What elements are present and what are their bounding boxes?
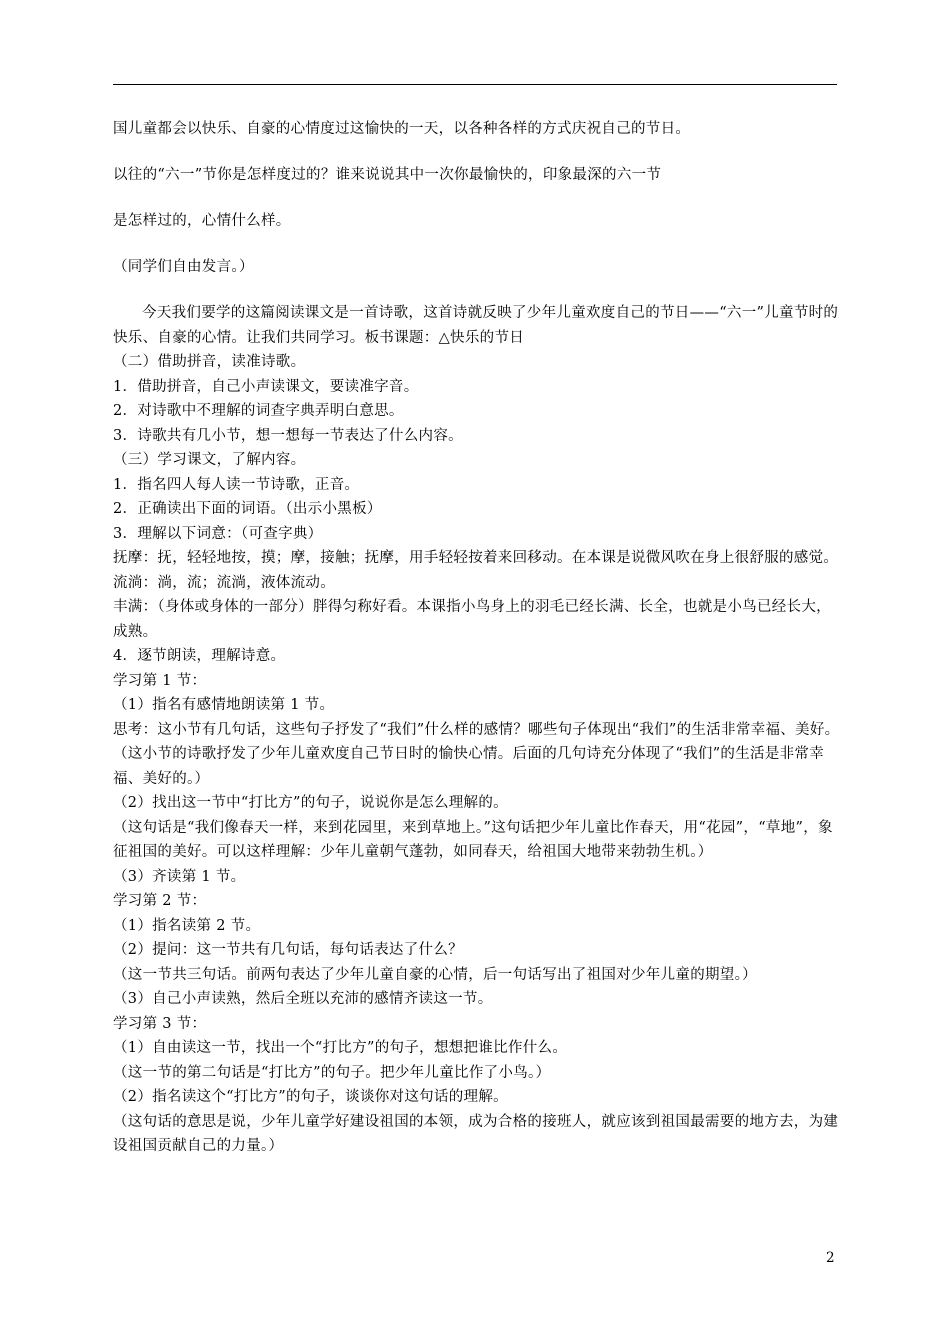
list-item: （2）找出这一节中“打比方”的句子，说说你是怎么理解的。 bbox=[113, 795, 508, 811]
stanza-heading-3: 学习第 3 节： bbox=[113, 1015, 207, 1032]
definition-liutang: 流淌：淌，流；流淌，液体流动。 bbox=[113, 574, 335, 591]
definition-fumo: 抚摩：抚，轻轻地按，摸；摩，接触；抚摩，用手轻轻按着来回移动。在本课是说微风吹在身上很舒服的感觉。 bbox=[113, 550, 839, 566]
list-item: 3．理解以下词意：（可查字典） bbox=[113, 525, 323, 542]
header-rule bbox=[113, 84, 837, 85]
stanza-heading-2: 学习第 2 节： bbox=[113, 893, 207, 909]
list-item: 2．正确读出下面的词语。（出示小黑板） bbox=[113, 501, 382, 517]
answer-paragraph: （这一节共三句话。前两句表达了少年儿童自豪的心情，后一句话写出了祖国对少年儿童的期望。） bbox=[113, 966, 757, 983]
definition-fengman: 丰满：（身体或身体的一部分）胖得匀称好看。本课指小鸟身上的羽毛已经长满、长全，也就是小鸟已经长大，成熟。 bbox=[113, 599, 831, 640]
list-item: 3．诗歌共有几小节，想一想每一节表达了什么内容。 bbox=[113, 427, 463, 444]
page-number: 2 bbox=[826, 1250, 835, 1266]
list-item: 1．借助拼音，自己小声读课文，要读准字音。 bbox=[113, 378, 419, 395]
stanza-heading-1: 学习第 1 节： bbox=[113, 672, 207, 689]
intro-line-4: （同学们自由发言。） bbox=[113, 259, 254, 275]
answer-paragraph: （这一节的第二句话是“打比方”的句子。把少年儿童比作了小鸟。） bbox=[113, 1064, 551, 1081]
intro-line-3: 是怎样过的，心情什么样。 bbox=[113, 213, 291, 229]
list-item: （1）自由读这一节，找出一个“打比方”的句子，想想把谁比作什么。 bbox=[113, 1040, 568, 1056]
answer-paragraph: （这句话是“我们像春天一样，来到花园里，来到草地上。”这句话把少年儿童比作春天，用“花园”，“草地”，象征祖国的美好。可以这样理解：少年儿童朝气蓬勃，如同春天，给祖国大地带来勃勃生机。） bbox=[113, 819, 833, 860]
list-item: 2．对诗歌中不理解的词查字典弄明白意思。 bbox=[113, 403, 404, 419]
paragraph-intro: 今天我们要学的这篇阅读课文是一首诗歌，这首诗就反映了少年儿童欢度自己的节日——“六一”儿童节时的快乐、自豪的心情。让我们共同学习。板书课题：△快乐的节日 bbox=[113, 305, 839, 346]
list-item: （3）齐读第 1 节。 bbox=[113, 868, 246, 885]
list-item: （1）指名有感情地朗读第 1 节。 bbox=[113, 697, 335, 713]
intro-line-1: 国儿童都会以快乐、自豪的心情度过这愉快的一天，以各种各样的方式庆祝自己的节日。 bbox=[113, 121, 691, 137]
document-body bbox=[113, 117, 840, 1159]
question-paragraph: 思考：这小节有几句话，这些句子抒发了“我们”什么样的感情？哪些句子体现出“我们”的生活非常幸福、美好。（这小节的诗歌抒发了少年儿童欢度自己节日时的愉快心情。后面的几句诗充分体现了“我们”的生活是非常幸福、美好的。） bbox=[113, 721, 840, 787]
section-heading-2: （二）借助拼音，读准诗歌。 bbox=[113, 354, 306, 370]
list-item: 4．逐节朗读，理解诗意。 bbox=[113, 648, 286, 664]
list-item: 1．指名四人每人读一节诗歌，正音。 bbox=[113, 476, 360, 493]
list-item: （3）自己小声读熟，然后全班以充沛的感情齐读这一节。 bbox=[113, 991, 493, 1007]
intro-line-2: 以往的“六一”节你是怎样度过的？谁来说说其中一次你最愉快的，印象最深的六一节 bbox=[113, 167, 662, 183]
list-item: （1）指名读第 2 节。 bbox=[113, 917, 261, 934]
section-heading-3: （三）学习课文，了解内容。 bbox=[113, 452, 306, 468]
list-item: （2）提问：这一节共有几句话，每句话表达了什么？ bbox=[113, 942, 463, 958]
answer-paragraph: （这句话的意思是说，少年儿童学好建设祖国的本领，成为合格的接班人，就应该到祖国最需要的地方去，为建设祖国贡献自己的力量。） bbox=[113, 1113, 839, 1154]
list-item: （2）指名读这个“打比方”的句子，谈谈你对这句话的理解。 bbox=[113, 1089, 508, 1105]
